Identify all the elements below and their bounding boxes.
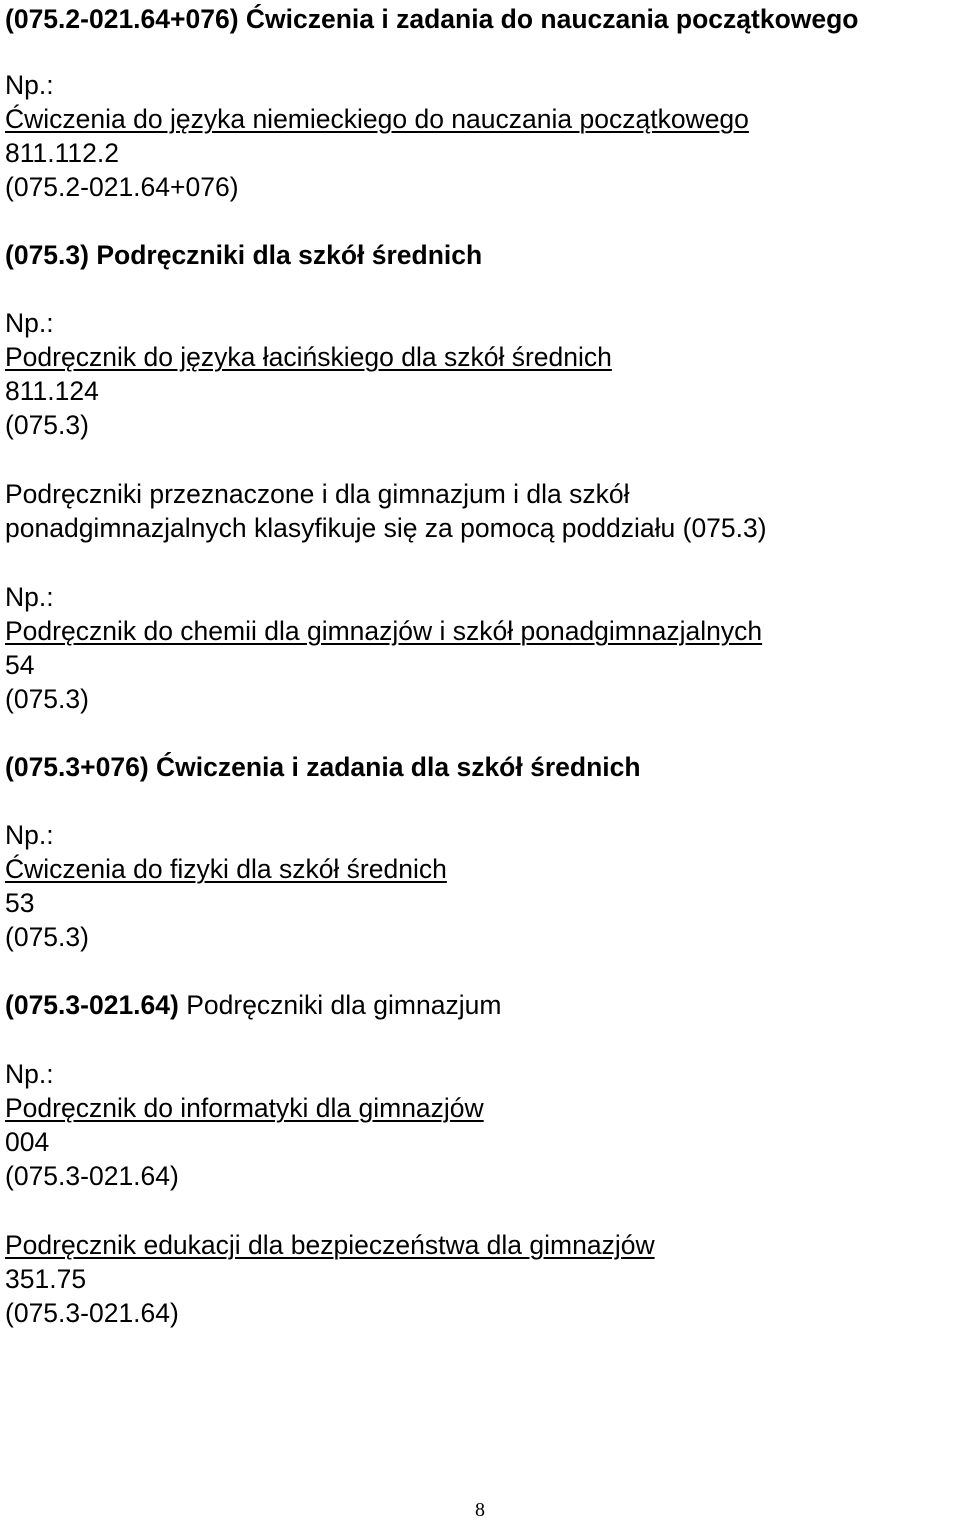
example-code: (075.3) bbox=[5, 684, 89, 714]
example-code: 54 bbox=[5, 650, 35, 680]
note-text: ponadgimnazjalnych klasyfikuje się za pomocą poddziału (075.3) bbox=[5, 513, 767, 543]
document-page bbox=[5, 0, 955, 1525]
heading-title: Podręczniki dla gimnazjum bbox=[186, 990, 502, 1020]
note-text: Podręczniki przeznaczone i dla gimnazjum i dla szkół bbox=[5, 479, 630, 509]
heading-code: (075.2-021.64+076) bbox=[5, 4, 239, 34]
heading-title: Ćwiczenia i zadania dla szkół średnich bbox=[156, 752, 641, 782]
heading-code: (075.3) bbox=[5, 240, 89, 270]
heading-code: (075.3+076) bbox=[5, 752, 149, 782]
example-title: Ćwiczenia do fizyki dla szkół średnich bbox=[5, 854, 447, 884]
example-title: Ćwiczenia do języka niemieckiego do nauczania początkowego bbox=[5, 104, 749, 134]
example-label: Np.: bbox=[5, 820, 54, 850]
example-code: (075.3-021.64) bbox=[5, 1298, 179, 1328]
example-code: (075.2-021.64+076) bbox=[5, 172, 239, 202]
heading-code: (075.3-021.64) bbox=[5, 990, 179, 1020]
section-heading bbox=[5, 2, 859, 36]
example-title: Podręcznik do informatyki dla gimnazjów bbox=[5, 1093, 484, 1123]
heading-title: Podręczniki dla szkół średnich bbox=[96, 240, 483, 270]
example-code: (075.3-021.64) bbox=[5, 1161, 179, 1191]
example-label: Np.: bbox=[5, 1059, 54, 1089]
example-title: Podręcznik do języka łacińskiego dla szkół średnich bbox=[5, 342, 612, 372]
example-label: Np.: bbox=[5, 582, 54, 612]
example-code: 53 bbox=[5, 888, 35, 918]
example-code: 811.112.2 bbox=[5, 138, 119, 168]
example-code: (075.3) bbox=[5, 410, 89, 440]
page-number: 8 bbox=[475, 1499, 485, 1521]
example-code: 004 bbox=[5, 1127, 50, 1157]
heading-title: Ćwiczenia i zadania do nauczania początkowego bbox=[245, 4, 859, 34]
section-heading bbox=[5, 750, 641, 784]
example-code: 811.124 bbox=[5, 376, 99, 406]
example-code: (075.3) bbox=[5, 922, 89, 952]
section-heading bbox=[5, 988, 501, 1022]
section-heading bbox=[5, 238, 482, 272]
example-code: 351.75 bbox=[5, 1264, 87, 1294]
example-title: Podręcznik edukacji dla bezpieczeństwa dla gimnazjów bbox=[5, 1230, 655, 1260]
example-title: Podręcznik do chemii dla gimnazjów i szkół ponadgimnazjalnych bbox=[5, 616, 763, 646]
example-label: Np.: bbox=[5, 70, 54, 100]
example-label: Np.: bbox=[5, 308, 54, 338]
